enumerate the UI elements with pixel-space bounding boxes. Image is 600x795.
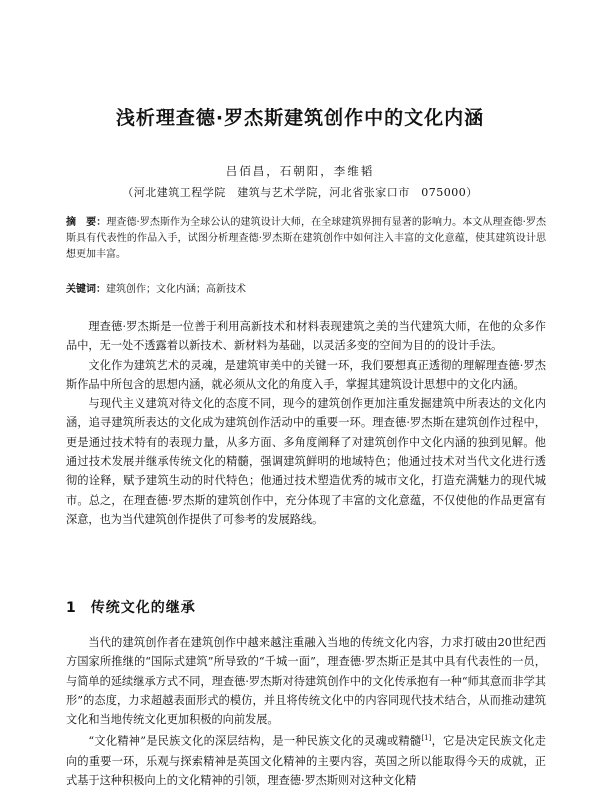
body-paragraph: 与现代主义建筑对待文化的态度不同，现今的建筑创作更加注重发掘建筑中所表达的文化内涵，追寻建筑所表达的文化成为建筑创作活动中的重要一环。理查德·罗杰斯在建筑创作过程中，更是通过技术特有的表现力量，从多方面、多角度阐释了对建筑创作中文化内涵的独到见解。他通过技术发展并继承传统文化的精髓，强调建筑鲜明的地域特色；他通过技术对当代文化进行透彻的诠释，赋予建筑生动的时代特色；他通过技术塑造优秀的城市文化，打造充满魅力的现代城市。总之，在理查德·罗杰斯的建筑创作中，充分体现了丰富的文化意蕴，不仅使他的作品更富有深意，也为当代建筑创作提供了可参考的发展路线。 [66, 397, 546, 526]
author-affiliation: （河北建筑工程学院 建筑与艺术学院，河北省张家口市 075000） [122, 186, 478, 199]
keywords-label: 关键词： [66, 284, 106, 295]
paper-title: 浅析理查德·罗杰斯建筑创作中的文化内涵 [115, 107, 485, 129]
abstract-text: 理查德·罗杰斯作为全球公认的建筑设计大师，在全球建筑界拥有显著的影响力。本文从理查德·罗杰斯具有代表性的作品入手，试图分析理查德·罗杰斯在建筑创作中如何注入丰富的文化意蕴，使其建筑设计思想更加丰富。 [66, 217, 547, 261]
body-paragraph [66, 729, 546, 790]
body-paragraph: 理查德·罗杰斯是一位善于利用高新技术和材料表现建筑之美的当代建筑大师，在他的众多作品中，无一处不透露着以新技术、新材料为基础，以灵活多变的空间为目的的设计手法。 [66, 320, 546, 353]
introduction [66, 317, 546, 529]
section-title: 传统文化的继承 [90, 600, 196, 616]
author-list: 吕佰昌，石朝阳，李维韬 [225, 164, 375, 178]
section-number: 1 [66, 600, 77, 616]
keywords-text: 建筑创作；文化内涵；高新技术 [106, 284, 246, 295]
section-heading [66, 597, 196, 617]
paragraph-text: ，它是决定民族文化走向的重要一环，乐观与探索精神是英国文化精神的主要内容，英国之所以能取得今天的成就，正式基于这种积极向上的文化精神的引领，理查德·罗杰斯则对这种文化精 [66, 735, 546, 787]
abstract-label: 摘 要： [66, 217, 107, 228]
section-body [66, 633, 546, 790]
citation-marker: [1] [421, 734, 432, 743]
keywords [66, 282, 546, 298]
body-paragraph: 当代的建筑创作者在建筑创作中越来越注重融入当地的传统文化内容，力求打破由20世纪西方国家所推继的“国际式建筑”所导致的“千城一面”，理查德·罗杰斯正是其中具有代表性的一员，与简单的延续继承方式不同，理查德·罗杰斯对待建筑创作中的文化传承抱有一种“师其意而非学其形”的态度，力求超越表面形式的模仿，并且将传统文化中的内容同现代技术结合，从而推动建筑文化和当地传统文化更加积极的向前发展。 [66, 636, 546, 727]
body-paragraph: 文化作为建筑艺术的灵魂，是建筑审美中的关键一环，我们要想真正透彻的理解理查德·罗杰斯作品中所包含的思想内涵，就必须从文化的角度入手，掌握其建筑设计思想中的文化内涵。 [66, 358, 546, 391]
paragraph-text: “文化精神”是民族文化的深层结构，是一种民族文化的灵魂或精髓 [88, 735, 422, 749]
abstract [66, 215, 546, 264]
